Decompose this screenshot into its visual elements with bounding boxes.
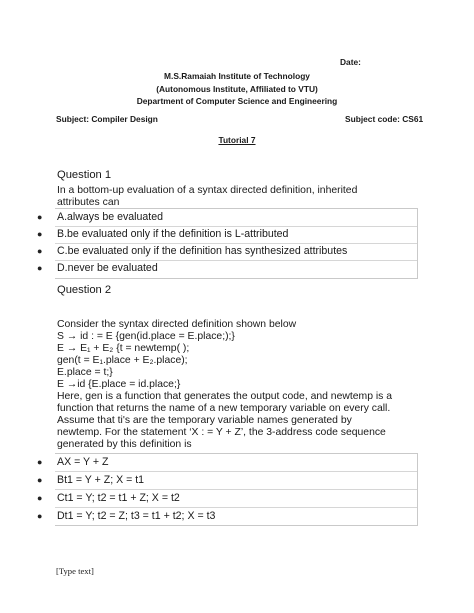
question1-options [37, 208, 418, 279]
bullet-icon: ● [37, 511, 43, 521]
option-letter: C [57, 492, 65, 504]
bullet-icon: ● [37, 475, 43, 485]
question2-line: E →id {E.place = id.place;} [57, 379, 181, 390]
option-letter: C. [57, 245, 68, 257]
question2-line: newtemp. For the statement ‘X : = Y + Z’, the 3-address code sequence [57, 427, 386, 438]
tutorial-title: Tutorial 7 [218, 135, 256, 145]
question2-options [37, 453, 418, 526]
option-text: X = Y + Z [64, 456, 109, 468]
option-text: t1 = Y; t2 = Z; t3 = t1 + t2; X = t3 [64, 510, 216, 522]
option-text: t1 = Y; t2 = t1 + Z; X = t2 [64, 492, 180, 504]
option-letter: B. [57, 228, 68, 240]
question1-option-c [37, 243, 417, 261]
footer-placeholder: [Type text] [56, 566, 94, 576]
bullet-icon: ● [37, 493, 43, 503]
question1-option-a [37, 209, 417, 227]
question2-line: gen(t = E₁.place + E₂.place); [57, 355, 188, 366]
bullet-icon: ● [37, 212, 43, 222]
option-text: be evaluated only if the definition has synthesized attributes [67, 245, 348, 257]
option-letter: B [57, 474, 65, 486]
bullet-icon: ● [37, 263, 43, 273]
question2-line: Consider the syntax directed definition shown below [57, 319, 297, 330]
option-letter: A. [57, 211, 68, 223]
option-text: never be evaluated [67, 262, 158, 274]
question2-line: E.place = t;} [57, 367, 113, 378]
question2-option-c [37, 489, 417, 508]
question2-line: function that returns the name of a new temporary variable on every call. [57, 403, 391, 414]
subject-label: Subject: Compiler Design [56, 114, 158, 124]
question2-option-b [37, 471, 417, 490]
question2-line: Here, gen is a function that generates the output code, and newtemp is a [57, 391, 393, 402]
question2-option-a [37, 454, 417, 472]
question1-text-line1: In a bottom-up evaluation of a syntax directed definition, inherited [57, 185, 358, 196]
option-letter: D [57, 510, 65, 522]
question1-text-line2: attributes can [57, 197, 120, 208]
option-letter: D. [57, 262, 68, 274]
question2-title: Question 2 [57, 284, 112, 296]
question2-line: S → id : = E {gen(id.place = E.place;);} [57, 331, 235, 342]
option-text: be evaluated only if the definition is L-attributed [67, 228, 289, 240]
date-label: Date: [340, 57, 361, 67]
question1-title: Question 1 [57, 169, 112, 181]
question2-option-d [37, 507, 417, 525]
question1-option-d [37, 260, 417, 277]
bullet-icon: ● [37, 457, 43, 467]
option-text: t1 = Y + Z; X = t1 [64, 474, 145, 486]
option-letter: A [57, 456, 65, 468]
question2-line: Assume that ti's are the temporary variable names generated by [57, 415, 352, 426]
bullet-icon: ● [37, 246, 43, 256]
bullet-icon: ● [37, 229, 43, 239]
affiliation: (Autonomous Institute, Affiliated to VTU) [156, 84, 318, 94]
institute-name: M.S.Ramaiah Institute of Technology [164, 71, 310, 81]
subject-code: Subject code: CS61 [345, 114, 424, 124]
option-text: always be evaluated [67, 211, 164, 223]
question1-option-b [37, 226, 417, 244]
question2-line: generated by this definition is [57, 439, 192, 450]
question2-line: E → E₁ + E₂ {t = newtemp( ); [57, 343, 190, 354]
department-name: Department of Computer Science and Engineering [136, 96, 338, 106]
